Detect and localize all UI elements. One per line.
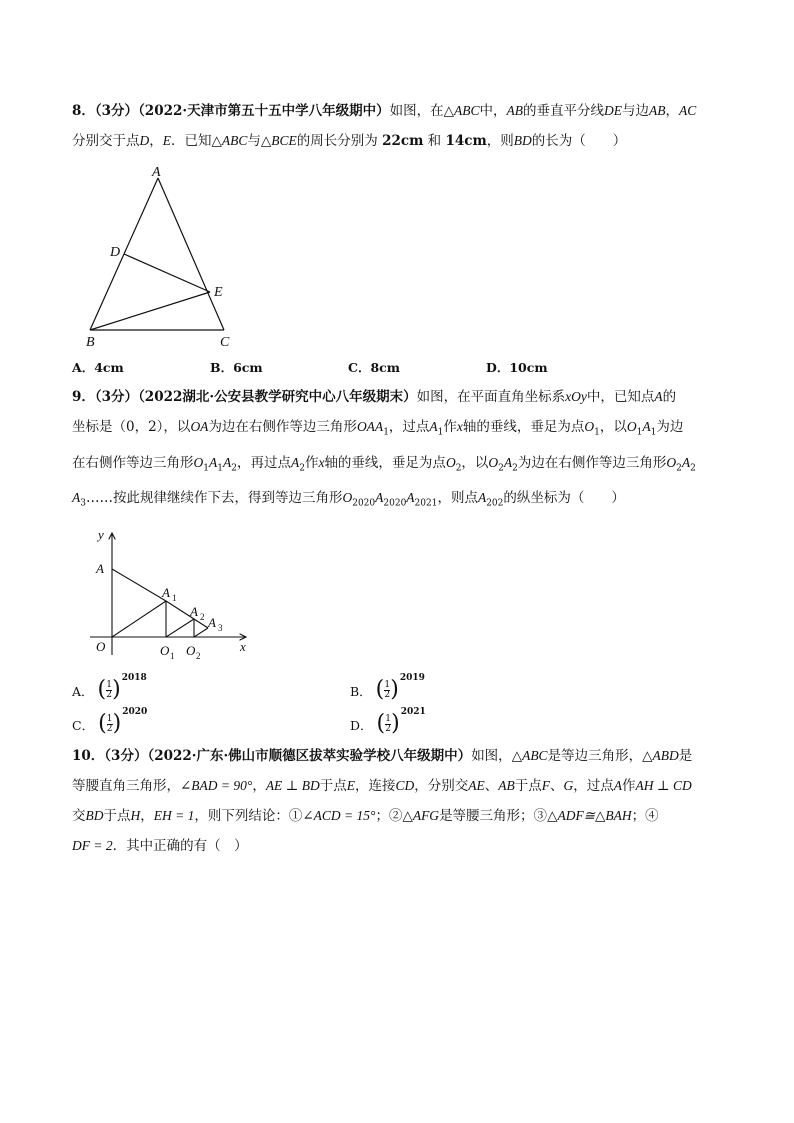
label-c: C bbox=[220, 335, 230, 350]
label-o2: O bbox=[186, 643, 196, 659]
label-e: E bbox=[214, 285, 223, 300]
label-a3-sub: 3 bbox=[218, 623, 223, 634]
q9-options-row-1 bbox=[72, 673, 732, 703]
label-a2-sub: 2 bbox=[200, 612, 205, 623]
label-o2-sub: 2 bbox=[196, 651, 201, 662]
edge-ac bbox=[158, 178, 224, 330]
label-b: B bbox=[86, 335, 95, 350]
q8-options bbox=[72, 358, 732, 376]
label-a: A bbox=[96, 561, 104, 577]
seg-a-a1 bbox=[112, 569, 166, 601]
seg-o1-a2 bbox=[166, 619, 194, 637]
question-10: 10．（3分）（2022·广东·佛山市顺德区拔萃实验学校八年级期中）如图，△ABC是等边三角形，△ABD是 等腰直角三角形，∠BAD = 90°，AE ⊥ BD于点E，连接CD，分别交AE、AB于点F、G，过点A作AH ⊥ CD 交BD于点H，EH = 1，则下列结论：①∠ACD = 15°；②△AFG是等腰三角形；③△ADF≅△BAH；④ DF = 2．其中正确的有（ ） bbox=[72, 748, 693, 855]
question-8: 8．（3分）（2022·天津市第五十五中学八年级期中）如图，在△ABC中，AB的垂直平分线DE与边AB，AC 分别交于点D，E．已知△ABC与△BCE的周长分别为 22cm 和 14cm，则BD的长为（ ） bbox=[72, 103, 697, 149]
label-a1: A bbox=[162, 585, 170, 601]
label-d: D bbox=[110, 245, 121, 260]
option-c[interactable]: C． ( $\frac{1}{2}$ ) 2020 bbox=[72, 707, 148, 737]
question-page bbox=[72, 96, 732, 861]
label-a: A bbox=[152, 165, 161, 180]
option-b[interactable]: B．6cm bbox=[210, 360, 263, 375]
seg-o2-a3 bbox=[194, 628, 208, 637]
label-a1-sub: 1 bbox=[172, 593, 177, 604]
edge-de bbox=[124, 254, 210, 292]
seg-o-a1 bbox=[112, 601, 166, 637]
question-score: （3分） bbox=[94, 103, 139, 119]
label-x: x bbox=[240, 639, 246, 655]
label-y: y bbox=[98, 527, 104, 543]
q9-options-row-2 bbox=[72, 707, 732, 737]
option-b[interactable]: B． ( $\frac{1}{2}$ ) 2019 bbox=[350, 673, 425, 703]
label-a2: A bbox=[190, 604, 198, 620]
label-o1: O bbox=[160, 643, 170, 659]
label-a3: A bbox=[208, 615, 216, 631]
question-source: （2022·天津市第五十五中学八年级期中） bbox=[138, 103, 390, 119]
option-a[interactable]: A． ( $\frac{1}{2}$ ) 2018 bbox=[72, 673, 147, 703]
question-9: 9．（3分）（2022湖北·公安县教学研究中心八年级期末）如图，在平面直角坐标系xOy中，已知点A的 坐标是（0，2），以OA为边在右侧作等边三角形$OAA_1$，过点$A_1$作x轴的垂线，垂足为点$O_1$，以$O_1A_1$为边 在右侧作等边三角形$O_1A_1A_2$，再过点$A_2$作x轴的垂线，垂足为点$O_2$，以$O_2A_2$为边在右侧作等边三角形$O_2A_2$ $A_3\dots\dots$按此规律继续作下去，得到等边三角形$O_{2020}A_{2020}A_{2021}$，则点$A_{202}$的纵坐标为（ ） bbox=[72, 389, 696, 510]
option-c[interactable]: C．8cm bbox=[348, 360, 400, 375]
option-d[interactable]: D． ( $\frac{1}{2}$ ) 2021 bbox=[350, 707, 426, 737]
label-o: O bbox=[96, 639, 106, 655]
triangle-figure bbox=[78, 164, 278, 354]
option-a[interactable]: A．4cm bbox=[72, 360, 124, 375]
option-d[interactable]: D．10cm bbox=[486, 360, 548, 375]
question-number: 8． bbox=[72, 103, 95, 119]
edge-be bbox=[90, 292, 210, 330]
label-o1-sub: 1 bbox=[170, 651, 175, 662]
coordinate-figure bbox=[86, 527, 286, 667]
